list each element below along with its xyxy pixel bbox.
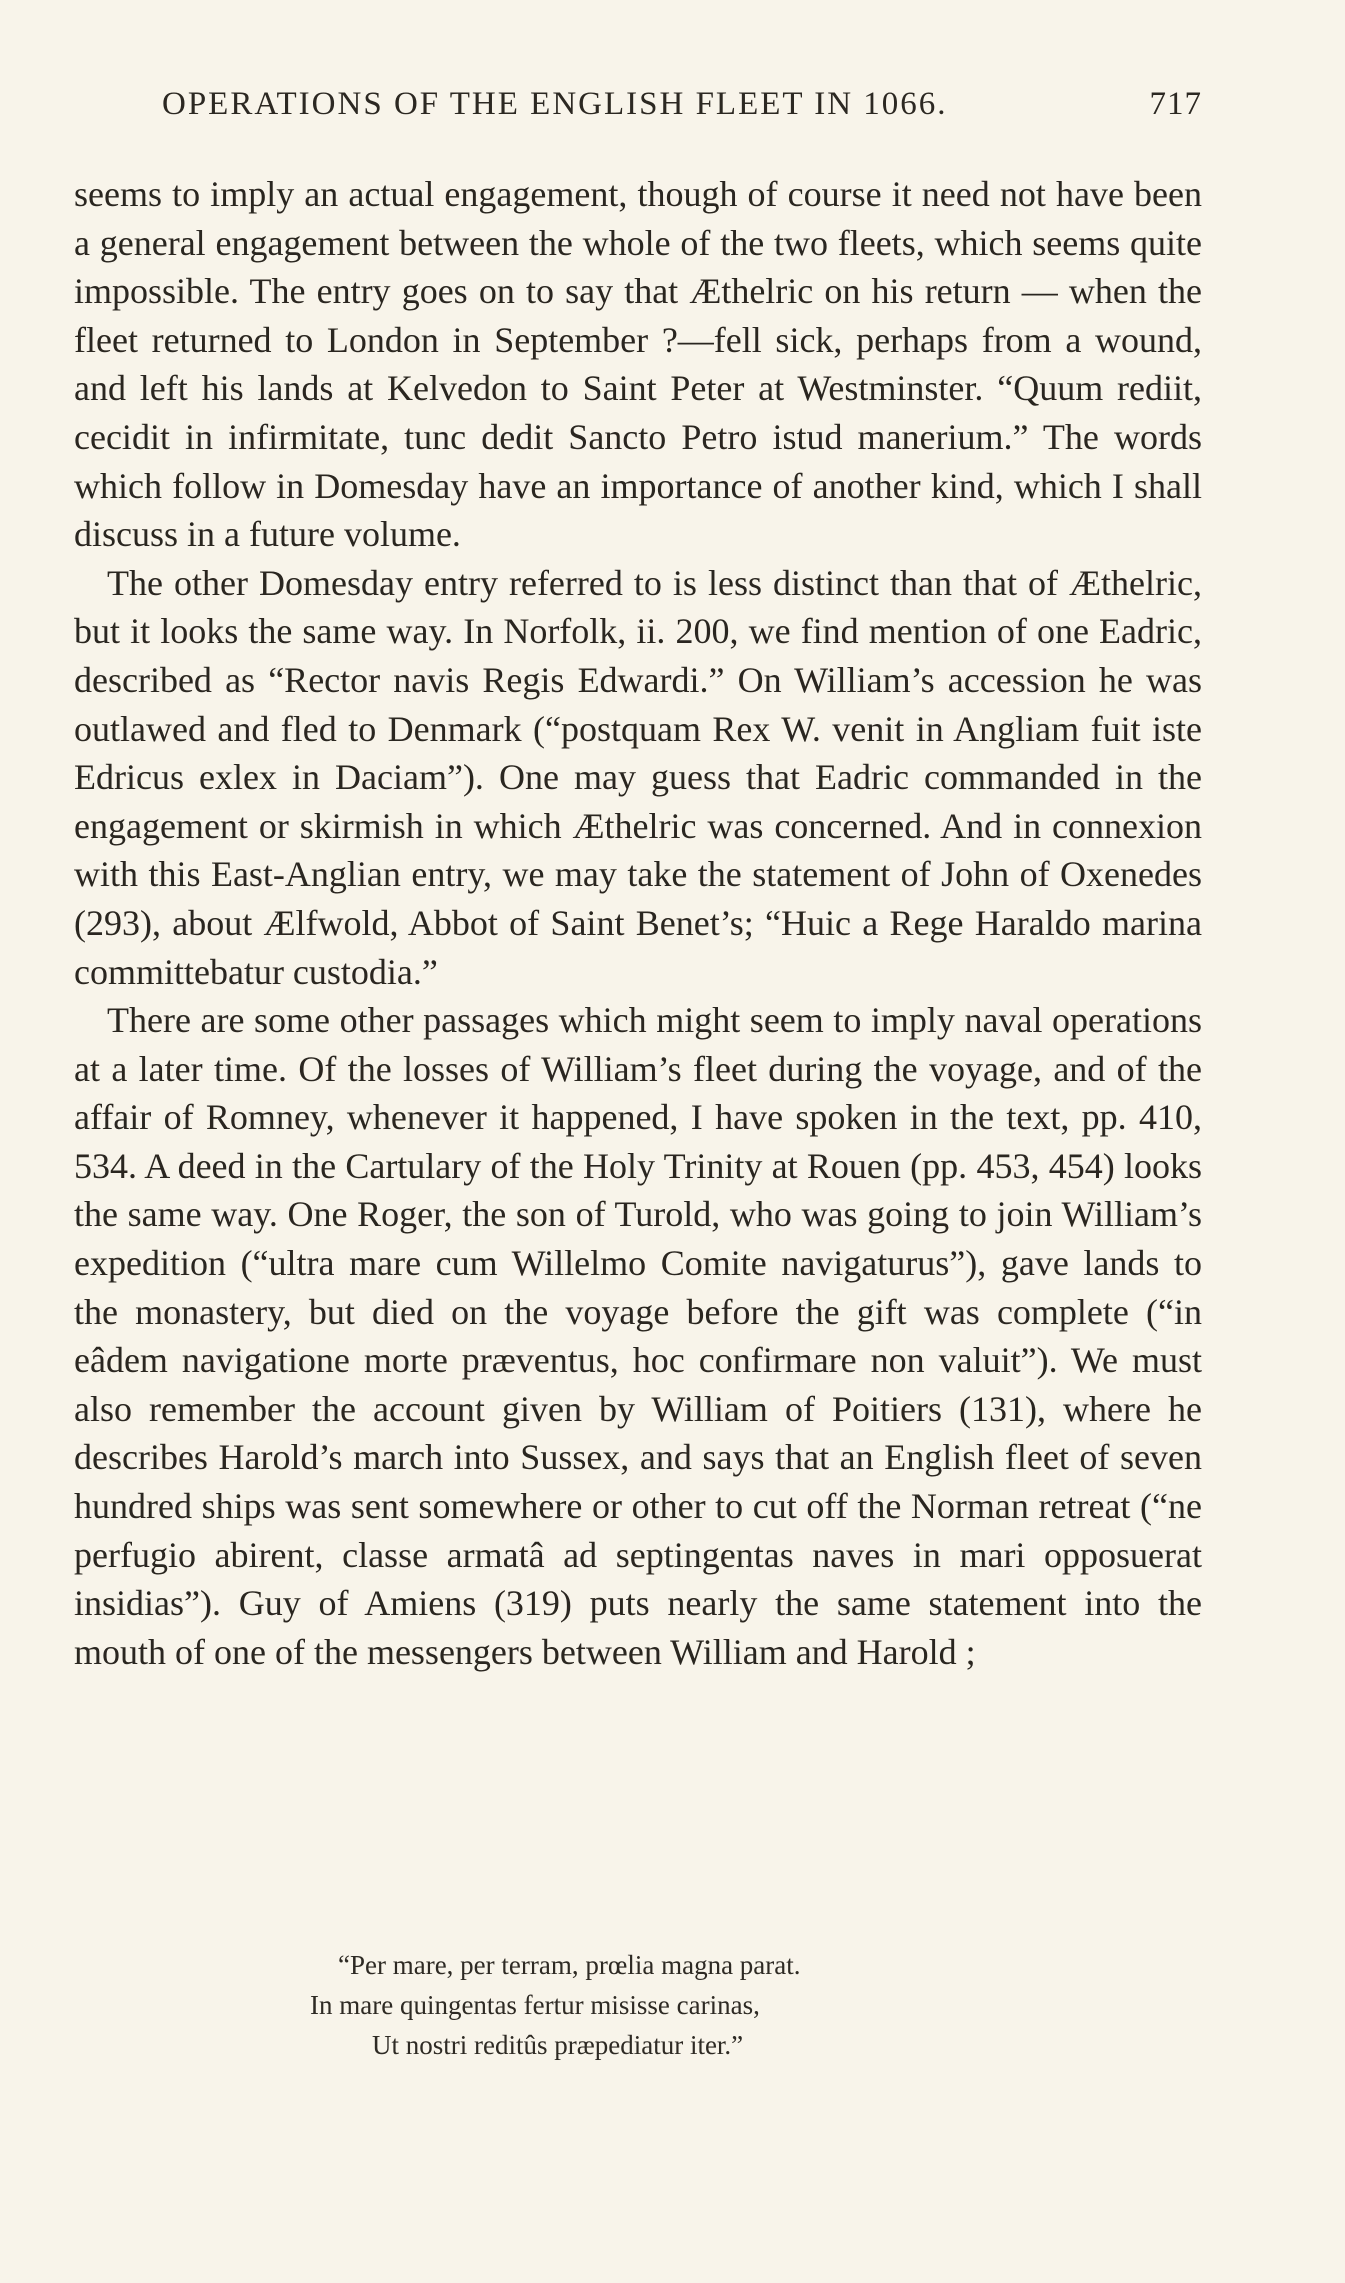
body-text — [74, 170, 1202, 1676]
paragraph-3: There are some other passages which might seem to imply naval operations at a later time. Of the losses of William’s fleet during the voyage, and of the affair of Romney, whenever it happened, I have spoken in the text, pp. 410, 534. A deed in the Cartulary of the Holy Trinity at Rouen (pp. 453, 454) looks the same way. One Roger, the son of Turold, who was going to join William’s expedition (“ultra mare cum Willelmo Comite navigaturus”), gave lands to the monastery, but died on the voyage before the gift was complete (“in eâdem navigatione morte præventus, hoc confirmare non valuit”). We must also remember the account given by William of Poitiers (131), where he describes Harold’s march into Sussex, and says that an English fleet of seven hundred ships was sent somewhere or other to cut off the Norman retreat (“ne perfugio abirent, classe armatâ ad septingentas naves in mari opposuerat insidias”). Guy of Amiens (319) puts nearly the same statement into the mouth of one of the messengers between William and Harold ; — [74, 1000, 1202, 1672]
running-head — [162, 86, 1202, 138]
verse-line-2: In mare quingentas fertur misisse carinas, — [310, 1990, 760, 2020]
paragraph-2: The other Domesday entry referred to is less distinct than that of Æthelric, but it looks the same way. In Norfolk, ii. 200, we find mention of one Eadric, described as “Rector navis Regis Edwardi.” On William’s accession he was outlawed and fled to Denmark (“postquam Rex W. venit in Angliam fuit iste Edricus exlex in Daciam”). One may guess that Eadric commanded in the engagement or skirmish in which Æthelric was concerned. And in connexion with this East-Anglian entry, we may take the statement of John of Oxenedes (293), about Ælfwold, Abbot of Saint Benet’s; “Huic a Rege Haraldo marina committebatur custodia.” — [74, 562, 1202, 992]
verse-line-1: “Per mare, per terram, prœlia magna parat. — [338, 1950, 801, 1980]
verse-quotation — [310, 1945, 1070, 2065]
paragraph-1: seems to imply an actual engagement, though of course it need not have been a general engagement between the whole of the two fleets, which seems quite impossible. The entry goes on to say that Æthelric on his return — when the fleet returned to London in September ?—fell sick, perhaps from a wound, and left his lands at Kelvedon to Saint Peter at Westminster. “Quum rediit, cecidit in infirmitate, tunc dedit Sancto Petro istud manerium.” The words which follow in Domesday have an importance of another kind, which I shall discuss in a future volume. — [74, 174, 1202, 555]
running-title: OPERATIONS OF THE ENGLISH FLEET IN 1066. — [162, 86, 948, 122]
page-number: 717 — [1149, 86, 1202, 122]
verse-line-3: Ut nostri reditûs præpediatur iter.” — [372, 2030, 744, 2060]
